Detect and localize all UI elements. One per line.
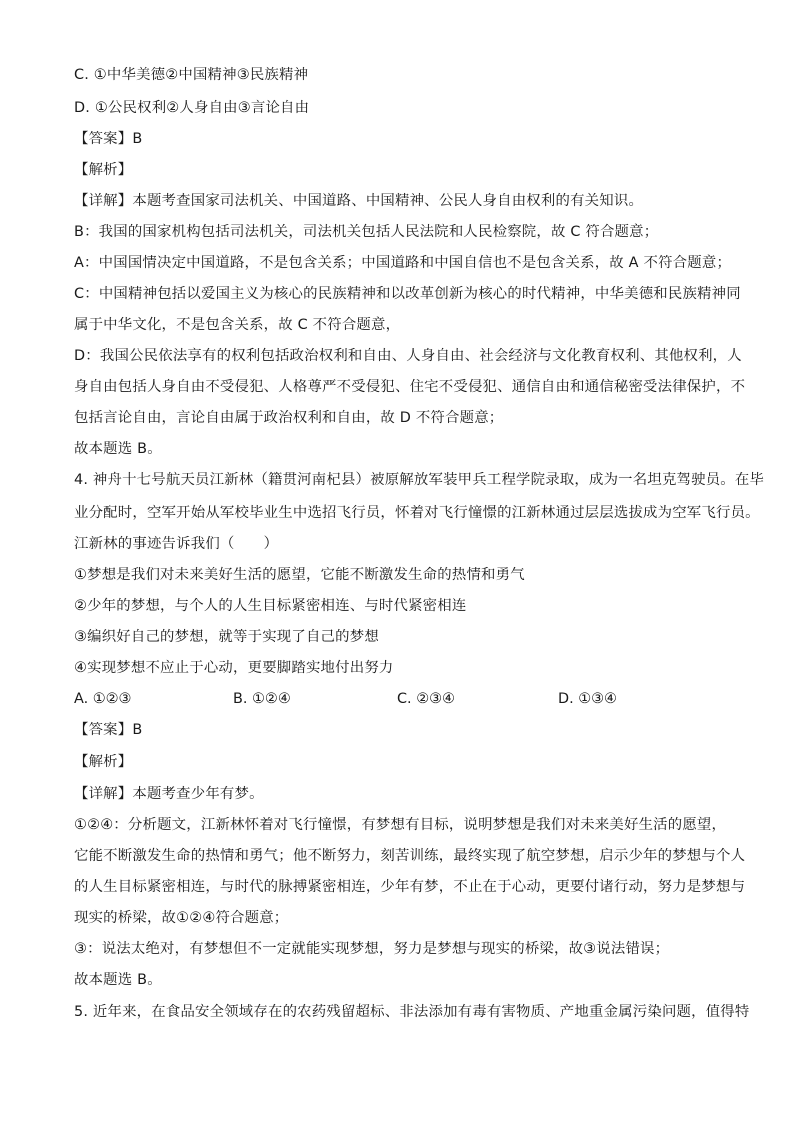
analysis-label: 【解析】 <box>74 754 133 770</box>
explanation-line: ③：说法太绝对，有梦想但不一定就能实现梦想，努力是梦想与现实的桥梁，故③说法错误； <box>74 941 670 957</box>
question-4-text: 业分配时，空军开始从军校毕业生中选招飞行员，怀着对飞行憧憬的江新林通过层层选拔成为空军飞行员。 <box>74 505 760 521</box>
answer-options <box>74 689 714 709</box>
option-c: C. ②③④ <box>397 691 455 707</box>
detail-line: 【详解】本题考查国家司法机关、中国道路、中国精神、公民人身自由权利的有关知识。 <box>74 193 644 209</box>
explanation-line: ①②④：分析题文，江新林怀着对飞行憧憬，有梦想有目标，说明梦想是我们对未来美好生活的愿望， <box>74 817 727 833</box>
statement-item: ④实现梦想不应止于心动，更要脚踏实地付出努力 <box>74 660 394 676</box>
explanation-line: D：我国公民依法享有的权利包括政治权利和自由、人身自由、社会经济与文化教育权利、其他权利，人 <box>74 348 742 364</box>
analysis-label: 【解析】 <box>74 162 133 178</box>
explanation-line: A：中国国情决定中国道路，不是包含关系；中国道路和中国自信也不是包含关系，故 A 不符合题意； <box>74 255 732 271</box>
conclusion-line: 故本题选 B。 <box>74 972 162 988</box>
explanation-line: 属于中华文化，不是包含关系，故 C 不符合题意， <box>74 317 401 333</box>
option-c-line: C. ①中华美德②中国精神③民族精神 <box>74 67 309 83</box>
explanation-line: C：中国精神包括以爱国主义为核心的民族精神和以改革创新为核心的时代精神，中华美德和民族精神同 <box>74 286 741 302</box>
statement-item: ③编织好自己的梦想，就等于实现了自己的梦想 <box>74 629 379 645</box>
explanation-line: B：我国的国家机构包括司法机关，司法机关包括人民法院和人民检察院，故 C 符合题意； <box>74 224 659 240</box>
option-a: A. ①②③ <box>74 691 132 707</box>
question-4-text: 4. 神舟十七号航天员江新林（籍贯河南杞县）被原解放军装甲兵工程学院录取，成为一名坦克驾驶员。在毕 <box>74 472 765 488</box>
question-5-text: 5. 近年来，在食品安全领域存在的农药残留超标、非法添加有毒有害物质、产地重金属污染问题，值得特 <box>74 1004 750 1020</box>
option-b: B. ①②④ <box>233 691 291 707</box>
option-d: D. ①③④ <box>558 691 617 707</box>
question-4-text: 江新林的事迹告诉我们（ ） <box>74 536 279 552</box>
explanation-line: 包括言论自由，言论自由属于政治权利和自由，故 D 不符合题意； <box>74 410 504 426</box>
explanation-line: 身自由包括人身自由不受侵犯、人格尊严不受侵犯、住宅不受侵犯、通信自由和通信秘密受法律保护，不 <box>74 379 746 395</box>
answer-label: 【答案】B <box>74 131 143 147</box>
conclusion-line: 故本题选 B。 <box>74 441 162 457</box>
explanation-line: 的人生目标紧密相连，与时代的脉搏紧密相连，少年有梦，不止在于心动，更要付诸行动，努力是梦想与 <box>74 879 746 895</box>
statement-item: ①梦想是我们对未来美好生活的愿望，它能不断激发生命的热情和勇气 <box>74 567 525 583</box>
statement-item: ②少年的梦想，与个人的人生目标紧密相连、与时代紧密相连 <box>74 598 467 614</box>
explanation-line: 现实的桥梁，故①②④符合题意； <box>74 910 289 926</box>
explanation-line: 它能不断激发生命的热情和勇气；他不断努力，刻苦训练，最终实现了航空梦想，启示少年的梦想与个人 <box>74 848 746 864</box>
answer-label: 【答案】B <box>74 722 143 738</box>
option-d-line: D. ①公民权利②人身自由③言论自由 <box>74 100 310 116</box>
detail-line: 【详解】本题考查少年有梦。 <box>74 786 264 802</box>
